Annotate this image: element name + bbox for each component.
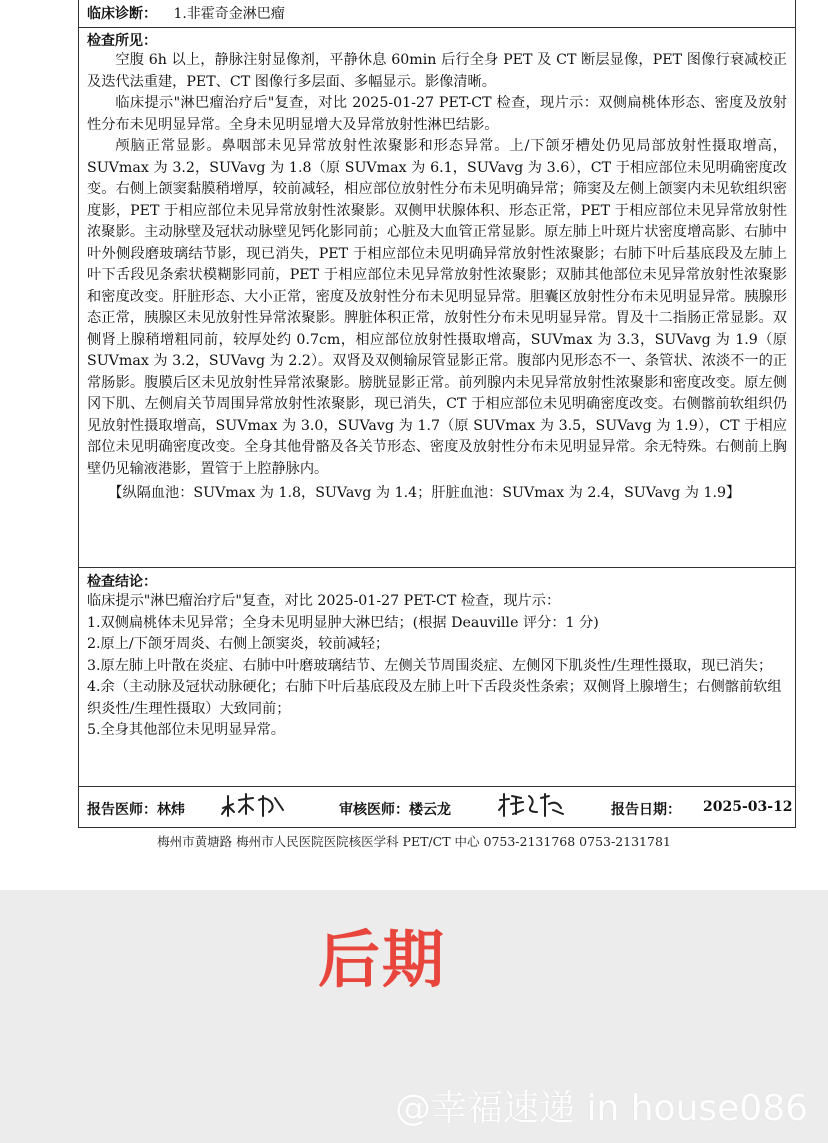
- diagnosis-label: 临床诊断：: [87, 6, 157, 22]
- signature-row: [79, 788, 795, 828]
- conclusion-line: 2.原上/下颌牙周炎、右侧上颌窦炎，较前减轻；: [87, 636, 390, 652]
- findings-section: [79, 28, 795, 568]
- diagnosis-row: [79, 0, 795, 28]
- findings-label: 检查所见：: [87, 33, 157, 49]
- conclusion-line: 3.原左肺上叶散在炎症、右肺中叶磨玻璃结节、左侧关节周围炎症、左侧冈下肌炎性/生理性摄取，现已消失；: [87, 657, 773, 674]
- conclusion-line: 4.余（主动脉及冠状动脉硬化；右肺下叶后基底段及左肺上叶下舌段炎性条索；双侧肾上腺增生；右侧髂前软组织炎性/生理性摄取）大致同前；: [87, 679, 782, 717]
- report-date-label: 报告日期：: [611, 802, 681, 818]
- conclusion-line: 临床提示"淋巴瘤治疗后"复查，对比 2025-01-27 PET-CT 检查，现片示：: [87, 593, 561, 609]
- findings-paragraph: 临床提示"淋巴瘤治疗后"复查，对比 2025-01-27 PET-CT 检查，现片示：双侧扁桃体形态、密度及放射性分布未见明显异常。全身未见明显增大及异常放射性淋巴结影。: [87, 95, 787, 133]
- report-doctor-signature-icon: [219, 790, 289, 820]
- blood-pool-values: 【纵隔血池：SUVmax 为 1.8，SUVavg 为 1.4；肝脏血池：SUVmax 为 2.4，SUVavg 为 1.9】: [108, 485, 741, 501]
- diagnosis-value: 1.非霍奇金淋巴瘤: [173, 6, 285, 22]
- report-date-value: 2025-03-12: [703, 799, 793, 815]
- conclusion-line: 1.双侧扁桃体未见异常；全身未见明显肿大淋巴结；(根据 Deauville 评分：1 分): [87, 614, 599, 631]
- conclusion-line: 5.全身其他部位未见明显异常。: [87, 722, 285, 738]
- hospital-footer: 梅州市黄塘路 梅州市人民医院医院核医学科 PET/CT 中心 0753-2131768 0753-2131781: [157, 834, 671, 849]
- report-frame: [78, 0, 796, 828]
- findings-paragraph: 空腹 6h 以上，静脉注射显像剂，平静休息 60min 后行全身 PET 及 CT 断层显像，PET 图像行衰减校正及迭代法重建，PET、CT 图像行多层面、多幅显示。影像清晰。: [87, 52, 787, 90]
- watermark: @幸福速递 in house086: [395, 1088, 808, 1129]
- reviewer: 审核医师：楼云龙: [339, 802, 451, 818]
- conclusion-label: 检查结论：: [87, 574, 157, 590]
- overlay-title: 后期: [318, 923, 447, 996]
- reviewer-signature-icon: [497, 790, 567, 820]
- conclusion-section: [79, 569, 795, 787]
- report-doctor: 报告医师：林炜: [87, 802, 185, 818]
- findings-paragraph: 颅脑正常显影。鼻咽部未见异常放射性浓聚影和形态异常。上/下颌牙槽处仍见局部放射性摄取增高，SUVmax 为 3.2，SUVavg 为 1.8（原 SUVmax 为 6.1，SUVavg 为 3.6），CT 于相应部位未见明确密度改变。右侧上颌窦黏膜稍增厚，较前减轻，相应部位放射性分布未见明确异常；筛窦及左侧上颌窦内未见软组织密度影，PET 于相应部位未见异常放射性浓聚影。双侧甲状腺体积、形态正常，PET 于相应部位未见异常放射性浓聚影。主动脉壁及冠状动脉壁见钙化影同前；心脏及大血管正常显影。原左肺上叶斑片状密度增高影、右肺中叶外侧段磨玻璃结节影，现已消失，PET 于相应部位未见明确异常放射性浓聚影；右肺下叶后基底段及左肺上叶下舌段见条索状模糊影同前，PET 于相应部位未见异常放射性浓聚影；双肺其他部位未见异常放射性浓聚影和密度改变。肝脏形态、大小正常，密度及放射性分布未见明显异常。胆囊区放射性分布未见明显异常。胰腺形态正常，胰腺区未见放射性异常浓聚影。脾脏体积正常，放射性分布未见明显异常。胃及十二指肠正常显影。双侧肾上腺稍增粗同前，较厚处约 0.7cm，相应部位放射性摄取增高，SUVmax 为 3.3，SUVavg 为 1.9（原 SUVmax 为 3.2，SUVavg 为 2.2）。双肾及双侧输尿管显影正常。腹部内见形态不一、条管状、浓淡不一的正常肠影。腹膜后区未见放射性异常浓聚影。膀胱显影正常。前列腺内未见异常放射性浓聚影和密度改变。原左侧冈下肌、左侧肩关节周围异常放射性浓聚影，现已消失，CT 于相应部位未见明确密度改变。右侧髂前软组织仍见放射性摄取增高，SUVmax 为 3.0，SUVavg 为 1.7（原 SUVmax 为 3.5，SUVavg 为 1.9），CT 于相应部位未见明确密度改变。全身其他骨骼及各关节形态、密度及放射性分布未见明显异常。余无特殊。右侧前上胸壁仍见输液港影，置管于上腔静脉内。: [87, 138, 787, 477]
